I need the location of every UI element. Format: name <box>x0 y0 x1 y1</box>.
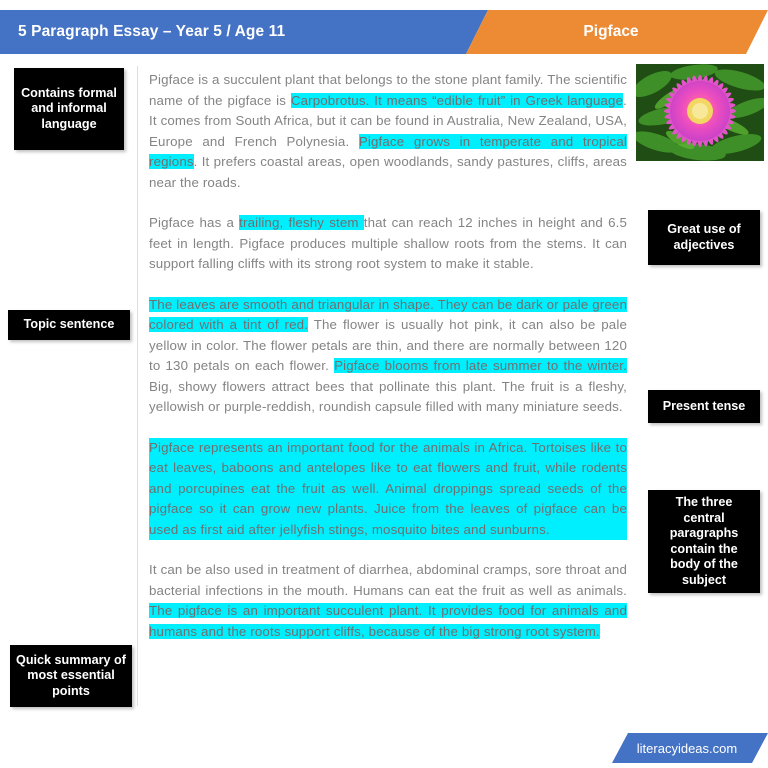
annotation-label: The three central paragraphs contain the body of the subject <box>669 495 739 587</box>
highlighted-text: trailing, fleshy stem <box>239 215 364 230</box>
highlighted-text: The pigface is an important succulent plant. It provides food for animals and humans and the roots support cliffs, because of the big strong root system. <box>149 603 627 639</box>
annotation-contains-formal-and-informal-language <box>14 68 124 150</box>
paragraph-2-stem: Pigface has a trailing, fleshy stem that can reach 12 inches in height and 6.5 feet in length. Pigface produces multiple shallow roots from the stems. It can support falling cliffs with its strong root system to make it stable. <box>149 215 628 271</box>
annotation-label: Topic sentence <box>23 317 115 332</box>
site-credit: literacyideas.com <box>636 740 738 756</box>
annotation-great-use-of-adjectives <box>648 210 760 265</box>
margin-guide-line <box>137 66 138 706</box>
annotation-topic-sentence <box>8 310 130 340</box>
annotation-three-central-paragraphs <box>648 490 760 593</box>
annotation-quick-summary <box>10 645 132 707</box>
essay-topic-label: Pigface <box>583 23 639 40</box>
annotation-label: Quick summary of most essential points <box>16 652 126 698</box>
paragraph-5-conclusion: It can be also used in treatment of diarrhea, abdominal cramps, sore throat and bacterial infections in the mouth. Humans can eat the fruit as well as animals. The pigface is an important succulent plant. It provides food for animals and humans and the roots support cliffs, because of the big strong root system. <box>149 562 627 639</box>
page-title: 5 Paragraph Essay – Year 5 / Age 11 <box>18 23 286 40</box>
paragraph-3-leaves-flowers: The leaves are smooth and triangular in shape. They can be dark or pale green colored with a tint of red. The flower is usually hot pink, it can also be pale yellow in color. The flower petals are thin, and there are normally between 120 to 130 petals on each flower. Pigface blooms from late summer to the winter. Big, showy flowers attract bees that pollinate this plant. The fruit is a fleshy, yellowish or purple-reddish, roundish capsule filled with many miniature seeds. <box>149 296 628 414</box>
annotation-label: Great use of adjectives <box>667 222 741 252</box>
pigface-flower-photo <box>636 64 764 161</box>
highlighted-text: Pigface grows in temperate and tropical regions <box>149 133 627 169</box>
essay-body <box>149 70 627 642</box>
document-header <box>0 10 768 54</box>
paragraph-1-introduction: Pigface is a succulent plant that belongs to the stone plant family. The scientific name of the pigface is Carpobrotus. It means “edible fruit” in Greek language. It comes from South Africa, but it can be found in Australia, New Zealand, USA, Europe and French Polynesia. Pigface grows in temperate and tropical regions. It prefers coastal areas, open woodlands, sandy pastures, cliffs, areas near the roads. <box>149 72 627 190</box>
paragraph-4-uses-animals: Pigface represents an important food for the animals in Africa. Tortoises like to eat leaves, baboons and antelopes like to eat flowers and fruit, while rodents and porcupines eat the fruit as well. Animal droppings spread seeds of the pigface so it can grow new plants. Juice from the leaves of pigface can be used as first aid after jellyfish stings, mosquito bites and sunburns. <box>149 438 627 541</box>
highlighted-text: Pigface blooms from late summer to the winter. <box>334 358 628 373</box>
highlighted-text: The leaves are smooth and triangular in shape. They can be dark or pale green colored with a tint of red. <box>149 296 627 332</box>
highlighted-text: Carpobrotus. It means “edible fruit” in Greek language <box>290 92 624 108</box>
annotation-label: Present tense <box>662 398 746 413</box>
annotation-present-tense <box>648 390 760 423</box>
annotation-label: Contains formal and informal language <box>21 85 117 131</box>
